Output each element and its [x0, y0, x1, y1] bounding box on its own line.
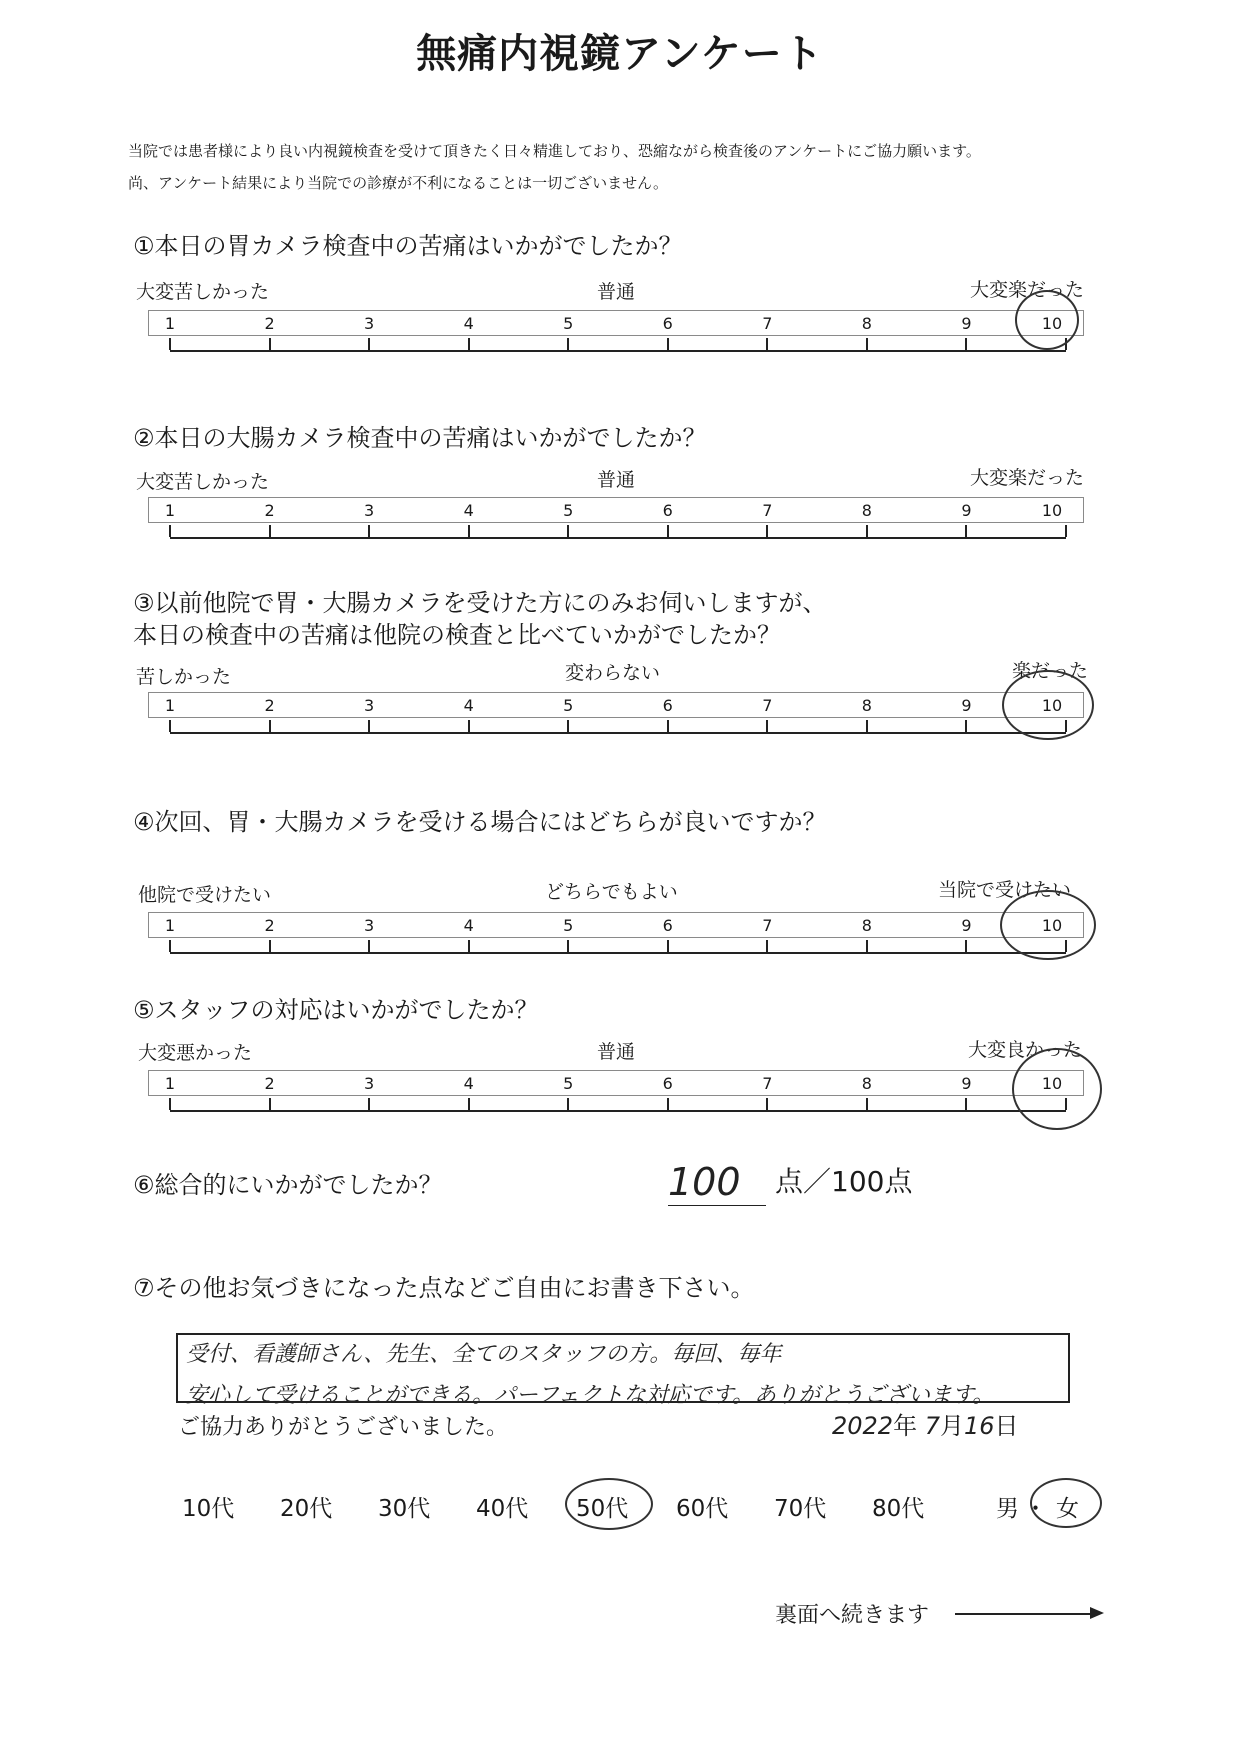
scale-tick	[766, 940, 768, 952]
scale-tick	[567, 940, 569, 952]
scale-tick	[567, 720, 569, 732]
q3-left-label: 苦しかった	[136, 666, 232, 688]
q4-scale[interactable]	[148, 912, 1084, 964]
scale-number-7[interactable]: 7	[762, 1074, 773, 1093]
scale-tick	[965, 940, 967, 952]
scale-number-9[interactable]: 9	[961, 501, 972, 520]
scale-number-7[interactable]: 7	[762, 916, 773, 935]
scale-number-10[interactable]: 10	[1041, 501, 1063, 520]
age-option-20s[interactable]: 20代	[280, 1496, 333, 1522]
scale-tick	[866, 338, 868, 350]
date-month-label: 月	[940, 1412, 964, 1440]
scale-tick	[269, 338, 271, 350]
scale-number-1[interactable]: 1	[164, 501, 176, 520]
q3-mid-label: 変わらない	[565, 662, 661, 684]
scale-number-8[interactable]: 8	[861, 1074, 872, 1093]
q3-scale-axis	[170, 732, 1066, 734]
scale-number-3[interactable]: 3	[364, 696, 375, 715]
page-title: 無痛内視鏡アンケート	[416, 31, 824, 77]
overall-score-underline	[668, 1205, 766, 1206]
scale-tick	[468, 1098, 470, 1110]
q1-right-label: 大変楽だった	[970, 279, 1085, 301]
q2-scale-axis	[170, 537, 1066, 539]
q1-scale-box	[148, 310, 1084, 336]
age-option-40s[interactable]: 40代	[476, 1496, 529, 1522]
date-day-label: 日	[994, 1412, 1019, 1440]
q2-right-label: 大変楽だった	[970, 467, 1085, 489]
arrow-right-icon	[1090, 1607, 1104, 1619]
age-option-70s[interactable]: 70代	[774, 1496, 827, 1522]
gender-male[interactable]: 男	[996, 1496, 1019, 1522]
age-option-60s[interactable]: 60代	[676, 1496, 729, 1522]
scale-number-5[interactable]: 5	[563, 501, 574, 520]
age-option-80s[interactable]: 80代	[872, 1496, 925, 1522]
scale-number-6[interactable]: 6	[662, 501, 673, 520]
q1-left-label: 大変苦しかった	[136, 281, 270, 303]
scale-number-2[interactable]: 2	[264, 501, 275, 520]
scale-tick	[965, 338, 967, 350]
scale-tick	[169, 525, 171, 537]
scale-number-7[interactable]: 7	[762, 314, 773, 333]
scale-number-6[interactable]: 6	[662, 696, 673, 715]
q1-scale[interactable]	[148, 310, 1084, 362]
scale-tick	[468, 338, 470, 350]
scale-number-4[interactable]: 4	[463, 314, 474, 333]
scale-tick	[567, 1098, 569, 1110]
q5-mid-label: 普通	[597, 1041, 636, 1063]
scale-tick	[169, 1098, 171, 1110]
q5-scale[interactable]	[148, 1070, 1084, 1122]
q5-left-label: 大変悪かった	[138, 1042, 253, 1064]
scale-number-3[interactable]: 3	[364, 314, 375, 333]
scale-tick	[766, 720, 768, 732]
scale-number-6[interactable]: 6	[662, 1074, 673, 1093]
scale-tick	[368, 940, 370, 952]
scale-number-10[interactable]: 10	[1041, 314, 1063, 333]
scale-number-3[interactable]: 3	[364, 1074, 375, 1093]
scale-tick	[169, 338, 171, 350]
question-5: ⑤スタッフの対応はいかがでしたか？	[133, 996, 539, 1024]
scale-number-10[interactable]: 10	[1041, 1074, 1063, 1093]
q5-answer-circle	[1012, 1048, 1102, 1130]
date-year: 2022	[832, 1412, 894, 1440]
scale-tick	[866, 525, 868, 537]
overall-score[interactable]: 100	[668, 1160, 741, 1204]
scale-number-5[interactable]: 5	[563, 696, 574, 715]
scale-tick	[667, 940, 669, 952]
scale-tick	[766, 338, 768, 350]
intro-line-2: 尚、アンケート結果により当院での診療が不利になることは一切ございません。	[128, 174, 669, 192]
q1-mid-label: 普通	[597, 281, 636, 303]
q5-scale-axis	[170, 1110, 1066, 1112]
scale-tick	[368, 525, 370, 537]
scale-tick	[667, 1098, 669, 1110]
scale-number-1[interactable]: 1	[164, 916, 176, 935]
scale-tick	[368, 338, 370, 350]
comment-line-1: 受付、看護師さん、先生、全てのスタッフの方。毎回、毎年	[186, 1342, 782, 1367]
date-day: 16	[964, 1412, 995, 1440]
scale-tick	[368, 1098, 370, 1110]
q3-right-label: 楽だった	[1012, 660, 1089, 682]
scale-number-3[interactable]: 3	[364, 916, 375, 935]
age-option-10s[interactable]: 10代	[182, 1496, 235, 1522]
scale-number-9[interactable]: 9	[961, 314, 972, 333]
q2-left-label: 大変苦しかった	[136, 471, 270, 493]
scale-tick	[567, 338, 569, 350]
q4-answer-circle	[1000, 890, 1096, 960]
q3-scale-box	[148, 692, 1084, 718]
age-option-50s[interactable]: 50代	[576, 1496, 629, 1522]
q5-right-label: 大変良かった	[968, 1039, 1083, 1061]
question-1: ①本日の胃カメラ検査中の苦痛はいかがでしたか？	[133, 232, 683, 260]
scale-tick	[468, 720, 470, 732]
scale-tick	[667, 338, 669, 350]
gender-selected-circle	[1030, 1478, 1102, 1528]
gender-separator: ・	[1024, 1496, 1047, 1522]
scale-number-2[interactable]: 2	[264, 1074, 275, 1093]
scale-number-8[interactable]: 8	[861, 501, 872, 520]
scale-tick	[766, 525, 768, 537]
scale-tick	[866, 940, 868, 952]
scale-tick	[667, 525, 669, 537]
q2-mid-label: 普通	[597, 469, 636, 491]
scale-tick	[169, 940, 171, 952]
scale-tick	[965, 525, 967, 537]
scale-tick	[965, 720, 967, 732]
question-2: ②本日の大腸カメラ検査中の苦痛はいかがでしたか？	[133, 424, 707, 452]
scale-number-2[interactable]: 2	[264, 916, 275, 935]
scale-tick	[269, 940, 271, 952]
q3-scale[interactable]	[148, 692, 1084, 744]
scale-number-5[interactable]: 5	[563, 1074, 574, 1093]
continued-on-back: 裏面へ続きます	[775, 1603, 930, 1628]
question-7: ⑦その他お気づきになった点などご自由にお書き下さい。	[133, 1274, 755, 1302]
scale-number-4[interactable]: 4	[463, 696, 474, 715]
scale-number-9[interactable]: 9	[961, 696, 972, 715]
scale-tick	[667, 720, 669, 732]
q4-right-label: 当院で受けたい	[938, 879, 1072, 901]
q4-scale-axis	[170, 952, 1066, 954]
scale-number-1[interactable]: 1	[164, 314, 176, 333]
scale-number-1[interactable]: 1	[164, 1074, 176, 1093]
q2-scale[interactable]	[148, 497, 1084, 549]
scale-number-9[interactable]: 9	[961, 1074, 972, 1093]
scale-tick	[567, 525, 569, 537]
footer-arrow-line	[955, 1613, 1095, 1615]
question-6: ⑥総合的にいかがでしたか？	[133, 1171, 443, 1199]
age-option-30s[interactable]: 30代	[378, 1496, 431, 1522]
scale-tick	[368, 720, 370, 732]
scale-tick	[468, 940, 470, 952]
scale-tick	[866, 1098, 868, 1110]
date-month: 7	[924, 1412, 940, 1440]
q4-left-label: 他院で受けたい	[138, 884, 272, 906]
scale-number-7[interactable]: 7	[762, 696, 773, 715]
scale-number-5[interactable]: 5	[563, 314, 574, 333]
intro-line-1: 当院では患者様により良い内視鏡検査を受けて頂きたく日々精進しており、恐縮ながら検査後のアンケートにご協力願います。	[128, 142, 981, 160]
scale-number-8[interactable]: 8	[861, 314, 872, 333]
q4-scale-box	[148, 912, 1084, 938]
scale-number-9[interactable]: 9	[961, 916, 972, 935]
date-year-label: 年	[893, 1412, 918, 1440]
question-3: ③以前他院で胃・大腸カメラを受けた方にのみお伺いしますが、	[133, 589, 827, 617]
scale-number-4[interactable]: 4	[463, 1074, 474, 1093]
scale-number-8[interactable]: 8	[861, 696, 872, 715]
gender-female[interactable]: 女	[1056, 1496, 1079, 1522]
scale-number-6[interactable]: 6	[662, 916, 673, 935]
scale-number-10[interactable]: 10	[1041, 916, 1063, 935]
scale-number-4[interactable]: 4	[463, 501, 474, 520]
scale-number-6[interactable]: 6	[662, 314, 673, 333]
scale-number-5[interactable]: 5	[563, 916, 574, 935]
scale-tick	[269, 1098, 271, 1110]
scale-number-8[interactable]: 8	[861, 916, 872, 935]
scale-number-1[interactable]: 1	[164, 696, 176, 715]
scale-tick	[269, 525, 271, 537]
question-4: ④次回、胃・大腸カメラを受ける場合にはどちらが良いですか？	[133, 808, 827, 836]
q3-answer-circle	[1002, 670, 1094, 740]
scale-tick	[169, 720, 171, 732]
q4-mid-label: どちらでもよい	[545, 881, 678, 903]
scale-tick	[269, 720, 271, 732]
scale-number-3[interactable]: 3	[364, 501, 375, 520]
q2-scale-box	[148, 497, 1084, 523]
scale-tick	[766, 1098, 768, 1110]
age-selected-circle	[565, 1478, 653, 1530]
scale-number-10[interactable]: 10	[1041, 696, 1063, 715]
q1-answer-circle	[1015, 290, 1079, 350]
scale-number-4[interactable]: 4	[463, 916, 474, 935]
question-3-line-2: 本日の検査中の苦痛は他院の検査と比べていかがでしたか？	[133, 621, 781, 649]
scale-tick	[468, 525, 470, 537]
scale-tick	[866, 720, 868, 732]
scale-tick	[1065, 525, 1067, 537]
scale-number-2[interactable]: 2	[264, 696, 275, 715]
overall-score-suffix: 点／100点	[775, 1165, 913, 1198]
thanks-message: ご協力ありがとうございました。	[178, 1415, 509, 1440]
comment-line-2: 安心して受けることができる。パーフェクトな対応です。ありがとうございます。	[186, 1383, 995, 1408]
scale-number-2[interactable]: 2	[264, 314, 275, 333]
q1-scale-axis	[170, 350, 1066, 352]
scale-number-7[interactable]: 7	[762, 501, 773, 520]
scale-tick	[965, 1098, 967, 1110]
date	[832, 1406, 1019, 1441]
q5-scale-box	[148, 1070, 1084, 1096]
